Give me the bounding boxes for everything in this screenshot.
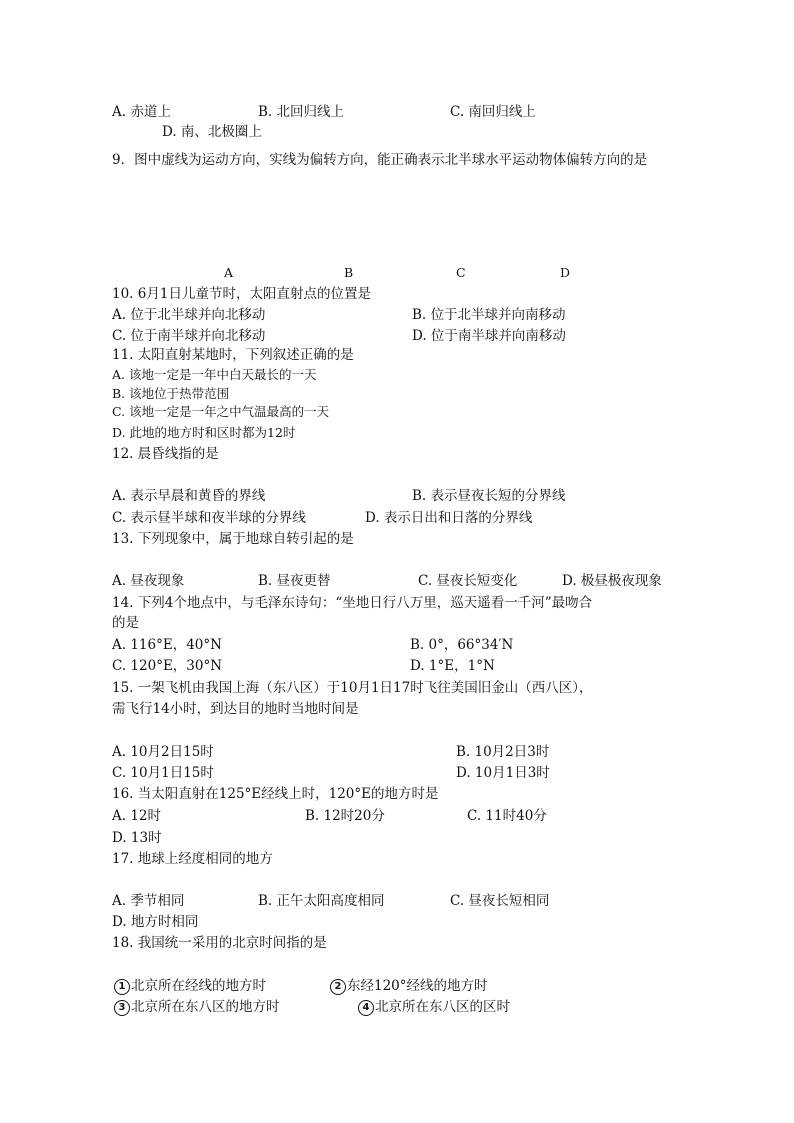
q14-stem-line1: 14. 下列4个地点中，与毛泽东诗句：“坐地日行八万里，巡天遥看一千河”最吻合	[112, 595, 593, 611]
q13-stem: 13. 下列现象中，属于地球自转引起的是	[112, 531, 354, 547]
q11-option-d: D. 此地的地方时和区时都为12时	[112, 425, 296, 440]
q18-option-2	[330, 977, 488, 995]
q10-option-c: C. 位于南半球并向北移动	[112, 328, 266, 344]
q16-option-b: B. 12时20分	[305, 808, 385, 824]
q9-label-c: C	[456, 265, 466, 280]
q13-option-b: B. 昼夜更替	[258, 573, 331, 589]
q11-option-c: C. 该地一定是一年之中气温最高的一天	[112, 404, 330, 419]
q14-option-a: A. 116°E，40°N	[112, 637, 222, 653]
q9-label-a: A	[224, 265, 234, 280]
q9-label-d: D	[560, 265, 571, 280]
q17-option-c: C. 昼夜长短相同	[450, 893, 550, 909]
q15-option-b: B. 10月2日3时	[456, 744, 550, 760]
q11-option-b: B. 该地位于热带范围	[112, 386, 230, 401]
q13-option-d: D. 极昼极夜现象	[562, 573, 662, 589]
q15-option-c: C. 10月1日15时	[112, 765, 214, 781]
q16-stem: 16. 当太阳直射在125°E经线上时，120°E的地方时是	[112, 786, 439, 802]
q15-stem-line1: 15. 一架飞机由我国上海（东八区）于10月1日17时飞往美国旧金山（西八区），	[112, 680, 593, 696]
q8-option-c: C. 南回归线上	[450, 104, 536, 120]
q16-option-d: D. 13时	[112, 830, 162, 846]
q14-stem-line2: 的是	[112, 615, 139, 631]
q18-stem: 18. 我国统一采用的北京时间指的是	[112, 935, 327, 951]
q11-option-a: A. 该地一定是一年中白天最长的一天	[112, 367, 317, 382]
q17-option-a: A. 季节相同	[112, 893, 185, 909]
q12-option-c: C. 表示昼半球和夜半球的分界线	[112, 510, 306, 526]
q17-option-b: B. 正午太阳高度相同	[258, 893, 385, 909]
q14-option-d: D. 1°E，1°N	[410, 658, 495, 674]
q15-stem-line2: 需飞行14小时，到达目的地时当地时间是	[112, 701, 359, 717]
q16-option-c: C. 11时40分	[467, 808, 547, 824]
q18-option-1	[114, 977, 266, 995]
q18-option-3	[114, 998, 280, 1016]
q15-option-a: A. 10月2日15时	[112, 744, 214, 760]
q8-option-d: D. 南、北极圈上	[162, 124, 262, 140]
circled-number-3: 3	[114, 1000, 130, 1016]
q18-option-4-text: 北京所在东八区的区时	[375, 999, 510, 1015]
q17-stem: 17. 地球上经度相同的地方	[112, 851, 273, 867]
q12-option-a: A. 表示早晨和黄昏的界线	[112, 488, 266, 504]
circled-number-4: 4	[358, 1000, 374, 1016]
q18-option-3-text: 北京所在东八区的地方时	[131, 999, 280, 1015]
circled-number-1: 1	[114, 979, 130, 995]
q12-option-b: B. 表示昼夜长短的分界线	[412, 488, 566, 504]
q12-stem: 12. 晨昏线指的是	[112, 446, 219, 462]
q10-option-a: A. 位于北半球并向北移动	[112, 307, 266, 323]
q14-option-b: B. 0°，66°34′N	[410, 637, 514, 653]
q16-option-a: A. 12时	[112, 808, 162, 824]
q18-option-4	[358, 998, 510, 1016]
q13-option-c: C. 昼夜长短变化	[418, 573, 518, 589]
q13-option-a: A. 昼夜现象	[112, 573, 185, 589]
q9-stem: 9．图中虚线为运动方向，实线为偏转方向，能正确表示北半球水平运动物体偏转方向的是	[112, 152, 648, 168]
q14-option-c: C. 120°E，30°N	[112, 658, 223, 674]
q8-option-b: B. 北回归线上	[258, 104, 345, 120]
q10-option-d: D. 位于南半球并向南移动	[412, 328, 566, 344]
q18-option-2-text: 东经120°经线的地方时	[347, 978, 488, 994]
q10-option-b: B. 位于北半球并向南移动	[412, 307, 566, 323]
q9-label-b: B	[344, 265, 354, 280]
q12-option-d: D. 表示日出和日落的分界线	[365, 510, 533, 526]
circled-number-2: 2	[330, 979, 346, 995]
q18-option-1-text: 北京所在经线的地方时	[131, 978, 266, 994]
q15-option-d: D. 10月1日3时	[456, 765, 550, 781]
q11-stem: 11. 太阳直射某地时，下列叙述正确的是	[112, 347, 354, 363]
q17-option-d: D. 地方时相同	[112, 914, 199, 930]
q8-option-a: A. 赤道上	[112, 104, 171, 120]
q10-stem: 10. 6月1日儿童节时，太阳直射点的位置是	[112, 286, 371, 302]
